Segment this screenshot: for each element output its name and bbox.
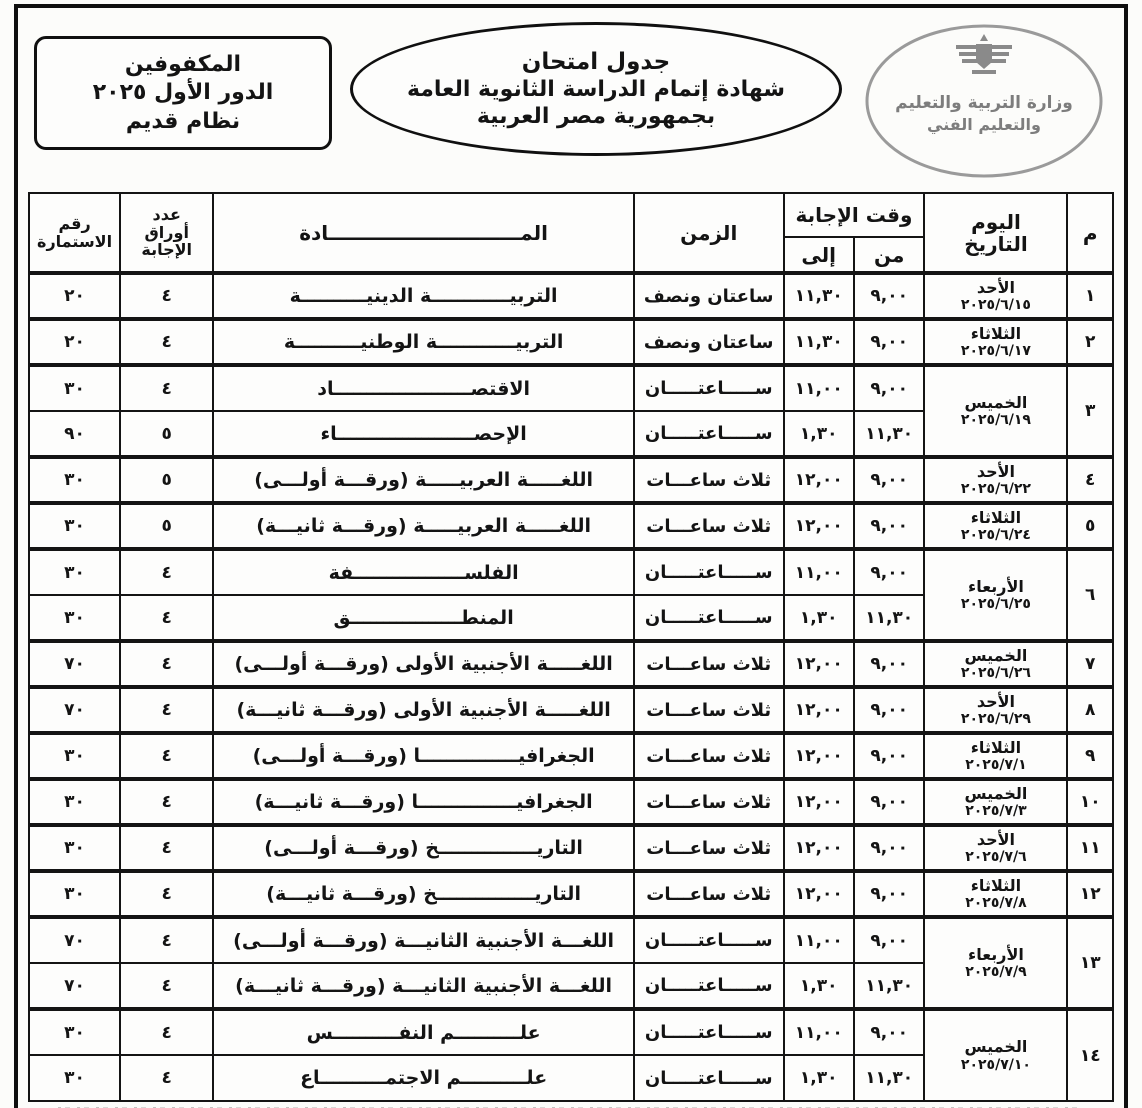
serial-cell: ٣: [1067, 365, 1113, 457]
time-from-cell: ٩,٠٠: [854, 273, 924, 319]
form-number-cell: ٢٠: [29, 273, 120, 319]
sheets-count-cell: ٤: [120, 917, 213, 963]
sheets-count-cell: ٤: [120, 779, 213, 825]
schedule-row: [29, 365, 1113, 411]
schedule-row: [29, 733, 1113, 779]
day-name: الخميس: [964, 1037, 1028, 1057]
day-date-cell: [924, 641, 1067, 687]
schedule-table-body: [29, 273, 1113, 1101]
day-date: ٢٠٢٥/٦/٢٩: [960, 711, 1031, 728]
duration-cell: ســـــاعتـــــان: [634, 917, 784, 963]
form-number-cell: ٣٠: [29, 365, 120, 411]
sheets-count-cell: ٥: [120, 503, 213, 549]
header-day-line2: التاريخ: [964, 231, 1028, 256]
sheets-count-cell: ٤: [120, 1055, 213, 1101]
duration-cell: ثلاث ساعـــات: [634, 733, 784, 779]
day-name: الثلاثاء: [970, 737, 1022, 757]
header-time-to: إلى: [784, 237, 854, 273]
form-number-cell: ٧٠: [29, 963, 120, 1009]
sheets-count-cell: ٤: [120, 549, 213, 595]
header-time-from: من: [854, 237, 924, 273]
sheets-count-cell: ٤: [120, 1009, 213, 1055]
time-to-cell: ١٢,٠٠: [784, 687, 854, 733]
duration-cell: ثلاث ساعـــات: [634, 871, 784, 917]
time-from-cell: ٩,٠٠: [854, 779, 924, 825]
exam-schedule-table: [28, 192, 1114, 1102]
time-to-cell: ١٢,٠٠: [784, 733, 854, 779]
duration-cell: ثلاث ساعـــات: [634, 825, 784, 871]
serial-cell: ٥: [1067, 503, 1113, 549]
subject-cell: اللغـــــة الأجنبية الأولى (ورقـــة أولـــى): [213, 641, 634, 687]
exam-title-line1: جدول امتحان: [521, 49, 671, 75]
exam-title-line3: بجمهورية مصر العربية: [476, 104, 716, 129]
day-date-cell: [924, 687, 1067, 733]
sheets-count-cell: ٤: [120, 273, 213, 319]
header-sheets-line1: عدد: [152, 204, 181, 224]
page-header: [28, 18, 1114, 182]
sheets-count-cell: ٤: [120, 365, 213, 411]
sheets-count-cell: ٤: [120, 963, 213, 1009]
time-to-cell: ١٢,٠٠: [784, 779, 854, 825]
day-date-cell: [924, 457, 1067, 503]
category-line1: المكفوفين: [124, 51, 242, 77]
day-name: الخميس: [964, 392, 1028, 412]
subject-cell: الاقتصـــــــــــــــــــــاد: [213, 365, 634, 411]
day-date: ٢٠٢٥/٦/٢٢: [960, 481, 1031, 498]
exam-title-line2: شهادة إتمام الدراسة الثانوية العامة: [406, 77, 786, 102]
serial-cell: ١٢: [1067, 871, 1113, 917]
egypt-eagle-icon: [956, 34, 1012, 74]
duration-cell: ســـــاعتـــــان: [634, 595, 784, 641]
day-date-cell: [924, 825, 1067, 871]
serial-cell: ٨: [1067, 687, 1113, 733]
time-from-cell: ٩,٠٠: [854, 733, 924, 779]
sheets-count-cell: ٤: [120, 319, 213, 365]
serial-cell: ١٠: [1067, 779, 1113, 825]
schedule-row: [29, 273, 1113, 319]
category-line2: الدور الأول ٢٠٢٥: [92, 80, 274, 106]
form-number-cell: ٢٠: [29, 319, 120, 365]
time-from-cell: ٩,٠٠: [854, 641, 924, 687]
day-date-cell: [924, 365, 1067, 457]
time-to-cell: ١,٣٠: [784, 411, 854, 457]
header-form-line1: رقم: [58, 213, 91, 233]
day-name: الأربعاء: [968, 944, 1024, 964]
time-to-cell: ١٢,٠٠: [784, 641, 854, 687]
day-date-cell: [924, 319, 1067, 365]
duration-cell: ســـــاعتـــــان: [634, 963, 784, 1009]
schedule-row: [29, 871, 1113, 917]
time-to-cell: ١٢,٠٠: [784, 825, 854, 871]
time-from-cell: ٩,٠٠: [854, 549, 924, 595]
header-sheets-line3: الإجابة: [141, 240, 193, 260]
serial-cell: ١١: [1067, 825, 1113, 871]
header-duration: الزمن: [634, 193, 784, 273]
duration-cell: ثلاث ساعـــات: [634, 687, 784, 733]
sheets-count-cell: ٤: [120, 641, 213, 687]
sheets-count-cell: ٥: [120, 457, 213, 503]
serial-cell: ٩: [1067, 733, 1113, 779]
schedule-row: [29, 917, 1113, 963]
day-name: الأحد: [976, 691, 1016, 711]
duration-cell: ثلاث ساعـــات: [634, 503, 784, 549]
sheets-count-cell: ٤: [120, 687, 213, 733]
day-date: ٢٠٢٥/٧/٨: [965, 895, 1027, 912]
subject-cell: اللغـــة الأجنبية الثانيـــة (ورقـــة ثانيـــة): [213, 963, 634, 1009]
form-number-cell: ٣٠: [29, 549, 120, 595]
day-name: الثلاثاء: [970, 323, 1022, 343]
time-from-cell: ٩,٠٠: [854, 825, 924, 871]
time-to-cell: ١,٣٠: [784, 963, 854, 1009]
time-to-cell: ١١,٠٠: [784, 917, 854, 963]
serial-cell: ١: [1067, 273, 1113, 319]
subject-cell: علــــــــــم النفــــــــــس: [213, 1009, 634, 1055]
header-subject: المــــــــــــــــــــــــــــادة: [213, 193, 634, 273]
time-from-cell: ١١,٣٠: [854, 1055, 924, 1101]
form-number-cell: ٣٠: [29, 503, 120, 549]
day-name: الثلاثاء: [970, 875, 1022, 895]
time-from-cell: ٩,٠٠: [854, 871, 924, 917]
ministry-seal: [860, 22, 1108, 184]
duration-cell: ثلاث ساعـــات: [634, 779, 784, 825]
day-date-cell: [924, 779, 1067, 825]
form-number-cell: ٣٠: [29, 457, 120, 503]
header-day-date: [924, 193, 1067, 273]
form-number-cell: ٣٠: [29, 779, 120, 825]
day-date: ٢٠٢٥/٦/٢٥: [960, 596, 1031, 613]
form-number-cell: ٣٠: [29, 1009, 120, 1055]
time-to-cell: ١٢,٠٠: [784, 503, 854, 549]
day-date-cell: [924, 549, 1067, 641]
day-date: ٢٠٢٥/٦/٢٤: [960, 527, 1031, 544]
time-to-cell: ١١,٣٠: [784, 319, 854, 365]
time-from-cell: ٩,٠٠: [854, 687, 924, 733]
day-date: ٢٠٢٥/٦/١٥: [960, 297, 1031, 314]
time-from-cell: ٩,٠٠: [854, 365, 924, 411]
time-from-cell: ٩,٠٠: [854, 319, 924, 365]
subject-cell: اللغـــــة العربيـــــة (ورقـــة ثانيـــة): [213, 503, 634, 549]
schedule-row: [29, 1009, 1113, 1055]
serial-cell: ٢: [1067, 319, 1113, 365]
header-sheets-count: [120, 193, 213, 273]
subject-cell: الجغرافيـــــــــــــــا (ورقـــة ثانيـــة): [213, 779, 634, 825]
day-date: ٢٠٢٥/٧/١٠: [960, 1056, 1031, 1073]
category-line3: نظام قديم: [125, 108, 241, 134]
time-to-cell: ١١,٠٠: [784, 549, 854, 595]
day-date: ٢٠٢٥/٦/٢٦: [960, 665, 1031, 682]
day-name: الخميس: [964, 783, 1028, 803]
sheets-count-cell: ٤: [120, 825, 213, 871]
time-to-cell: ١١,٣٠: [784, 273, 854, 319]
day-name: الأحد: [976, 277, 1016, 297]
duration-cell: ســـــاعتـــــان: [634, 411, 784, 457]
day-date: ٢٠٢٥/٦/١٧: [960, 343, 1031, 360]
form-number-cell: ٣٠: [29, 825, 120, 871]
day-date-cell: [924, 917, 1067, 1009]
day-name: الأحد: [976, 461, 1016, 481]
schedule-row: [29, 549, 1113, 595]
header-form-number: [29, 193, 120, 273]
serial-cell: ٧: [1067, 641, 1113, 687]
day-name: الأحد: [976, 829, 1016, 849]
subject-cell: علــــــــــم الاجتمــــــــــاع: [213, 1055, 634, 1101]
serial-cell: ٤: [1067, 457, 1113, 503]
duration-cell: ساعتان ونصف: [634, 273, 784, 319]
seal-ring-text: [860, 22, 867, 25]
sheets-count-cell: ٤: [120, 595, 213, 641]
schedule-row: [29, 641, 1113, 687]
form-number-cell: ٣٠: [29, 733, 120, 779]
header-serial: م: [1067, 193, 1113, 273]
subject-cell: الجغرافيـــــــــــــــا (ورقـــة أولـــى): [213, 733, 634, 779]
time-to-cell: ١,٣٠: [784, 1055, 854, 1101]
time-to-cell: ١١,٠٠: [784, 1009, 854, 1055]
time-to-cell: ١١,٠٠: [784, 365, 854, 411]
time-from-cell: ١١,٣٠: [854, 595, 924, 641]
seal-center-text-2: والتعليم الفني: [927, 115, 1041, 134]
form-number-cell: ٣٠: [29, 595, 120, 641]
schedule-row: [29, 503, 1113, 549]
header-day-line1: اليوم: [971, 209, 1021, 234]
subject-cell: التاريـــــــــــــــخ (ورقـــة ثانيـــة): [213, 871, 634, 917]
subject-cell: الإحصـــــــــــــــــــــاء: [213, 411, 634, 457]
page-border-frame: [14, 4, 1128, 1108]
time-from-cell: ١١,٣٠: [854, 411, 924, 457]
sheets-count-cell: ٥: [120, 411, 213, 457]
form-number-cell: ٧٠: [29, 917, 120, 963]
sheets-count-cell: ٤: [120, 733, 213, 779]
day-date-cell: [924, 273, 1067, 319]
form-number-cell: ٣٠: [29, 1055, 120, 1101]
day-name: الأربعاء: [968, 576, 1024, 596]
duration-cell: ثلاث ساعـــات: [634, 457, 784, 503]
serial-cell: ١٣: [1067, 917, 1113, 1009]
subject-cell: المنطـــــــــــــــــق: [213, 595, 634, 641]
schedule-row: [29, 687, 1113, 733]
subject-cell: التربيــــــــــــة الدينيــــــــــة: [213, 273, 634, 319]
duration-cell: ســـــاعتـــــان: [634, 1009, 784, 1055]
time-from-cell: ٩,٠٠: [854, 457, 924, 503]
time-from-cell: ٩,٠٠: [854, 503, 924, 549]
subject-cell: اللغـــة الأجنبية الثانيـــة (ورقـــة أولـــى): [213, 917, 634, 963]
category-info-box: [34, 36, 332, 150]
day-date-cell: [924, 1009, 1067, 1101]
duration-cell: ســـــاعتـــــان: [634, 549, 784, 595]
header-form-line2: الاستمارة: [37, 231, 113, 251]
serial-cell: ٦: [1067, 549, 1113, 641]
time-to-cell: ١٢,٠٠: [784, 457, 854, 503]
duration-cell: ســـــاعتـــــان: [634, 365, 784, 411]
schedule-row: [29, 319, 1113, 365]
svg-text:MINISTRY OF EDUCATION AND TECH: [860, 22, 867, 25]
subject-cell: اللغـــــة الأجنبية الأولى (ورقـــة ثانيـــة): [213, 687, 634, 733]
day-date-cell: [924, 503, 1067, 549]
serial-cell: ١٤: [1067, 1009, 1113, 1101]
ministry-seal-icon: [860, 22, 1108, 180]
day-date: ٢٠٢٥/٧/٣: [965, 803, 1027, 820]
schedule-row: [29, 457, 1113, 503]
subject-cell: التربيــــــــــــة الوطنيــــــــــة: [213, 319, 634, 365]
time-to-cell: ١,٣٠: [784, 595, 854, 641]
header-answer-time: وقت الإجابة: [784, 193, 925, 237]
time-to-cell: ١٢,٠٠: [784, 871, 854, 917]
day-date: ٢٠٢٥/٧/٩: [965, 964, 1027, 981]
duration-cell: ثلاث ساعـــات: [634, 641, 784, 687]
sheets-count-cell: ٤: [120, 871, 213, 917]
day-date-cell: [924, 733, 1067, 779]
day-name: الثلاثاء: [970, 507, 1022, 527]
seal-center-text-1: وزارة التربية والتعليم: [895, 93, 1073, 113]
time-from-cell: ٩,٠٠: [854, 917, 924, 963]
subject-cell: اللغـــــة العربيـــــة (ورقـــة أولـــى): [213, 457, 634, 503]
header-sheets-line2: أوراق: [144, 222, 189, 242]
day-date: ٢٠٢٥/٧/١: [965, 757, 1027, 774]
form-number-cell: ٧٠: [29, 687, 120, 733]
exam-title-box: [350, 22, 842, 156]
form-number-cell: ٩٠: [29, 411, 120, 457]
schedule-row: [29, 825, 1113, 871]
day-date-cell: [924, 871, 1067, 917]
time-from-cell: ١١,٣٠: [854, 963, 924, 1009]
schedule-row: [29, 779, 1113, 825]
form-number-cell: ٧٠: [29, 641, 120, 687]
duration-cell: ســـــاعتـــــان: [634, 1055, 784, 1101]
subject-cell: التاريـــــــــــــــخ (ورقـــة أولـــى): [213, 825, 634, 871]
form-number-cell: ٣٠: [29, 871, 120, 917]
subject-cell: الفلســـــــــــــــــفة: [213, 549, 634, 595]
duration-cell: ساعتان ونصف: [634, 319, 784, 365]
day-date: ٢٠٢٥/٧/٦: [965, 849, 1027, 866]
time-from-cell: ٩,٠٠: [854, 1009, 924, 1055]
day-date: ٢٠٢٥/٦/١٩: [960, 412, 1031, 429]
day-name: الخميس: [964, 645, 1028, 665]
